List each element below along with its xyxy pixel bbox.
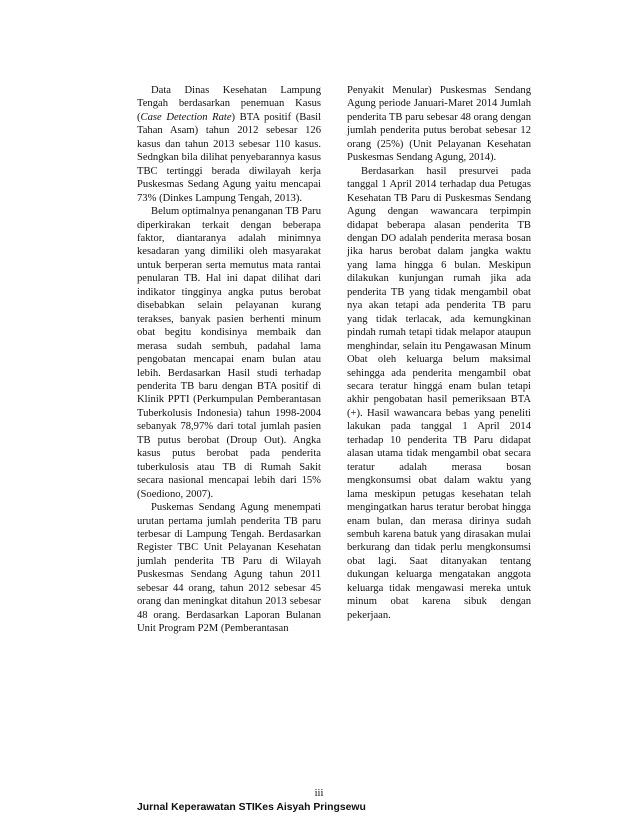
right-paragraph-2: Berdasarkan hasil presurvei pada tanggal 1 April 2014 terhadap dua Petugas Kesehatan TB Paru di Puskesmas Sendang Agung dengan wawancara terpimpin didapat beberapa alasan penderita TB dengan DO adalah penderita merasa bosan jika harus berobat dalam jangka waktu yang lama hingga 6 bulan. Meskipun dilakukan kunjungan rumah jika ada penderita TB yang tidak mengambil obat nya akan tetapi ada penderita TB paru yang tidak terlacak, ada kemungkinan pindah rumah tetapi tidak melapor ataupun menghindar, selain itu Pengawasan Minum Obat oleh keluarga belum maksimal sehingga ada penderita mengambil obat secara teratur hinggá enam bulan tetapi akhir pengobatan hasil pemeriksaan BTA (+). Hasil wawancara bebas yang peneliti lakukan pada tanggal 1 April 2014 terhadap 10 penderita TB Paru didapat alasan utama tidak mengambil obat secara teratur adalah merasa bosan mengkonsumsi obat dalam waktu yang lama meskipun petugas kesehatan telah mengingatkan harus teratur berobat hingga enam bulan, dan merasa dirinya sudah sembuh karena batuk yang dirasakan mulai berkurang dan tidak perlu mengkonsumsi obat lagi. Saat ditanyakan tentang dukungan keluarga mengatakan anggota keluarga tidak mengawasi mereka untuk minum obat karena sibuk dengan pekerjaan. — [347, 165, 531, 621]
left-column — [137, 84, 321, 636]
left-paragraph-1-start: Data Dinas Kesehatan Lampung Tengah berdasarkan penemuan Kasus ( — [137, 85, 321, 123]
right-paragraph-1: Penyakit Menular) Puskesmas Sendang Agung periode Januari-Maret 2014 Jumlah penderita TB paru sebesar 48 orang dengan jumlah penderita putus berobat sebesar 12 orang (25%) (Unit Pelayanan Kesehatan Puskesmas Sendang Agung, 2014). — [347, 85, 531, 164]
left-paragraph-1-end: ) BTA positif (Basil Tahan Asam) tahun 2012 sebesar 126 kasus dan tahun 2013 sebesar 110 kasus. Sedngkan bila dilihat penyebarannya kasus TBC tertinggi berada diwilayah kerja Puskesmas Sedang Agung yaitu mencapai 73% (Dinkes Lampung Tengah, 2013). — [137, 111, 322, 204]
left-paragraph-1 — [137, 84, 321, 205]
right-column — [347, 84, 531, 622]
case-detection-rate-term: Case Detection Rate — [140, 111, 232, 123]
journal-footer: Jurnal Keperawatan STIKes Aisyah Pringsewu — [137, 802, 366, 813]
left-paragraph-2: Belum optimalnya penanganan TB Paru diperkirakan terkait dengan beberapa faktor, diantaranya adalah minimnya kesadaran yang dimiliki oleh masyarakat untuk berperan serta memutus mata rantai penularan TB. Hal ini dapat dilihat dari indikator tingginya angka putus berobat disebabkan selain pelayanan kurang terakses, banyak pasien berhenti minum obat begitu kondisinya membaik dan merasa sudah sembuh, padahal lama pengobatan mencapai enam bulan atau lebih. Berdasarkan Hasil studi terhadap penderita TB baru dengan BTA positif di Klinik PPTI (Perkumpulan Pemberantasan Tuberkolusis Indonesia) tahun 1998-2004 sebanyak 78,97% dari total jumlah pasien TB putus berobat (Droup Out). Angka kasus putus berobat pada penderita tuberkulosis atau TB di Rumah Sakit secara nasional mencapai lebih dari 15% (Soediono, 2007). — [137, 206, 321, 500]
left-paragraph-3: Puskemas Sendang Agung menempati urutan pertama jumlah penderita TB paru terbesar di Lampung Tengah. Berdasarkan Register TBC Unit Pelayanan Kesehatan jumlah penderita TB Paru di Wilayah Puskesmas Sendang Agung tahun 2011 sebesar 44 orang, tahun 2012 sebesar 45 orang dan meningkat ditahun 2013 sebesar 48 orang. Berdasarkan Laporan Bulanan Unit Program P2M (Pemberantasan — [137, 502, 321, 635]
page-number: iii — [314, 788, 324, 799]
